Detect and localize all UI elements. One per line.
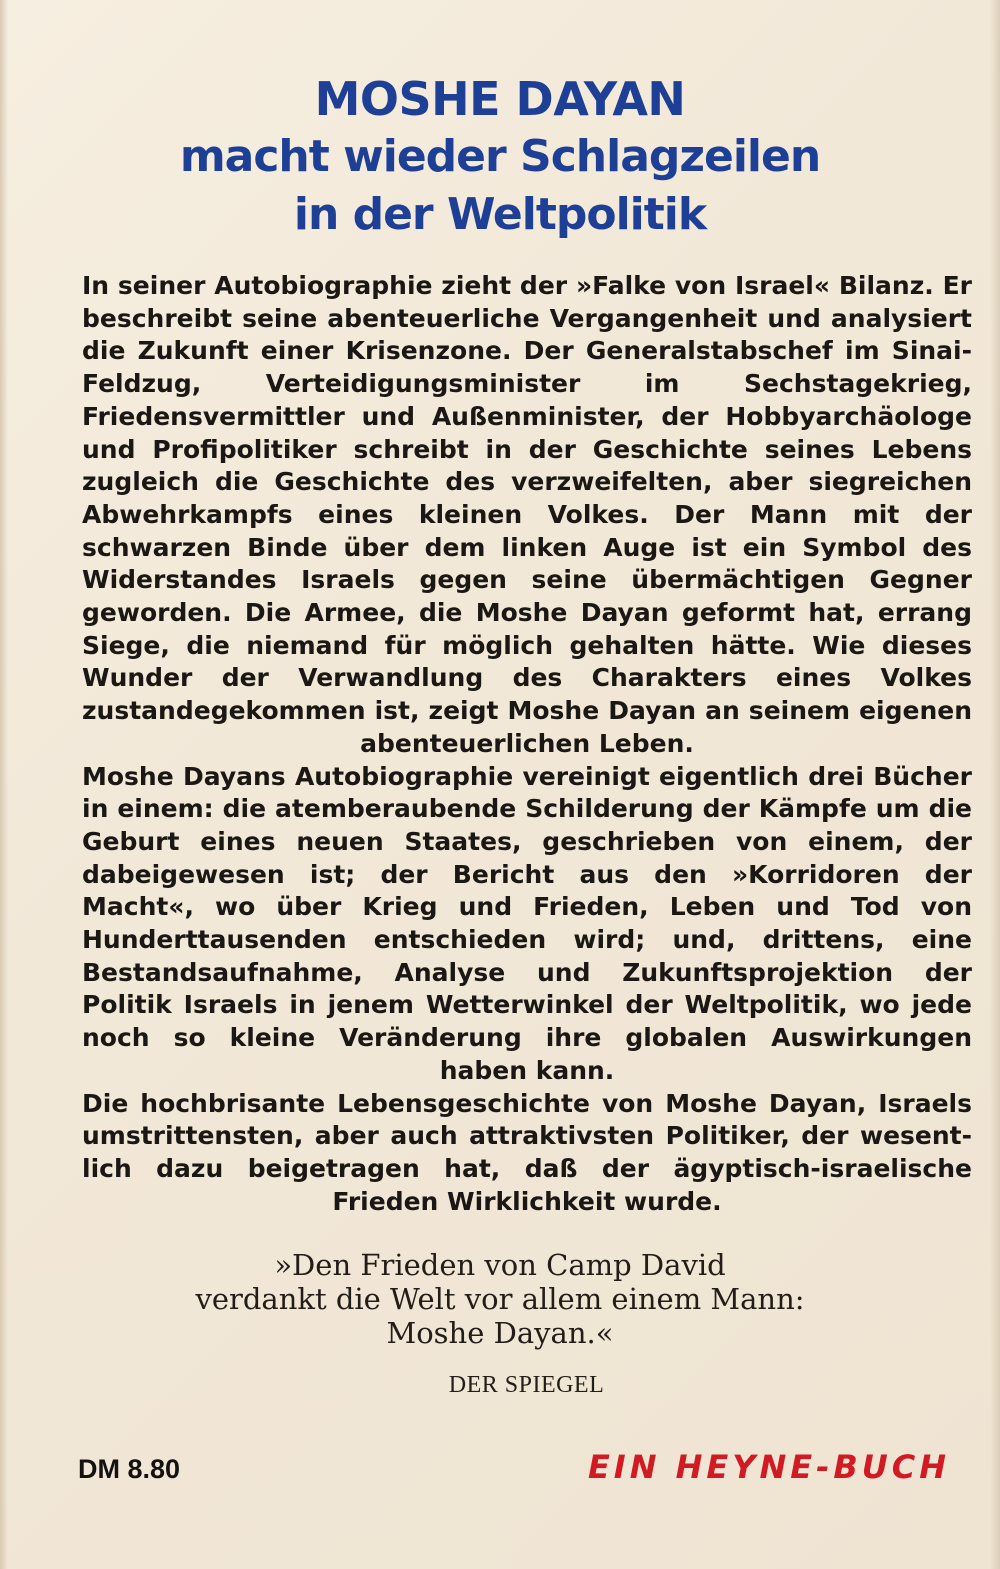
blurb-paragraph-2: Moshe Dayans Autobiographie vereinigt eigentlich drei Bücher in einem: die atemberaubende Schilderung der Kämpfe um die Geburt eines neuen Staates, geschrieben von einem, der dabeigewesen ist; der Bericht aus den »Korridoren der Macht«, wo über Krieg und Frieden, Leben und Tod von Hunderttausenden entschieden wird; und, drittens, eine Bestandsaufnahme, Analyse und Zukunftsprojektion der Politik Israels in jenem Wetterwinkel der Weltpolitik, wo jede noch so kleine Veränderung ihre globalen Auswirkungen haben kann. <box>82 761 972 1085</box>
publisher-label: EIN HEYNE-BUCH <box>587 1448 950 1486</box>
headline-line-2: macht wieder Schlagzeilen <box>179 131 821 182</box>
quote-source: DER SPIEGEL <box>448 1372 605 1398</box>
press-quote <box>0 1248 1000 1350</box>
blurb-paragraph-3: Die hochbrisante Lebensgeschichte von Moshe Dayan, Israels umstrittensten, aber auch attraktivsten Politiker, der wesentlich dazu beigetragen hat, daß der ägyptisch-israelische Frieden Wirklichkeit wurde. <box>82 1088 972 1216</box>
headline-line-3: in der Weltpolitik <box>293 189 707 240</box>
price-label: DM 8.80 <box>78 1454 181 1484</box>
blurb-text <box>82 270 972 1218</box>
headline-author: MOSHE DAYAN <box>314 72 686 126</box>
quote-line-3: Moshe Dayan.« <box>386 1316 614 1350</box>
quote-line-2: verdankt die Welt vor allem einem Mann: <box>195 1282 805 1316</box>
blurb-paragraph-1: In seiner Autobiographie zieht der »Falke von Israel« Bilanz. Er beschreibt seine abenteuerliche Vergangenheit und analysiert die Zukunft einer Krisenzone. Der Generalstabschef im Sinai-Feldzug, Verteidigungsminister im Sechstagekrieg, Friedensvermittler und Außenminister, der Hobbyarchäologe und Profipolitiker schreibt in der Geschichte seines Lebens zugleich die Geschichte des verzweifelten, aber siegreichen Abwehrkampfs eines kleinen Volkes. Der Mann mit der schwarzen Binde über dem linken Auge ist ein Symbol des Widerstandes Israels gegen seine übermächtigen Gegner geworden. Die Armee, die Moshe Dayan geformt hat, errang Siege, die niemand für möglich gehalten hätte. Wie dieses Wunder der Verwandlung des Charakters eines Volkes zustandegekommen ist, zeigt Moshe Dayan an seinem eigenen abenteuerlichen Leben. <box>82 271 972 758</box>
quote-line-1: »Den Frieden von Camp David <box>274 1248 726 1282</box>
headline <box>0 70 1000 244</box>
